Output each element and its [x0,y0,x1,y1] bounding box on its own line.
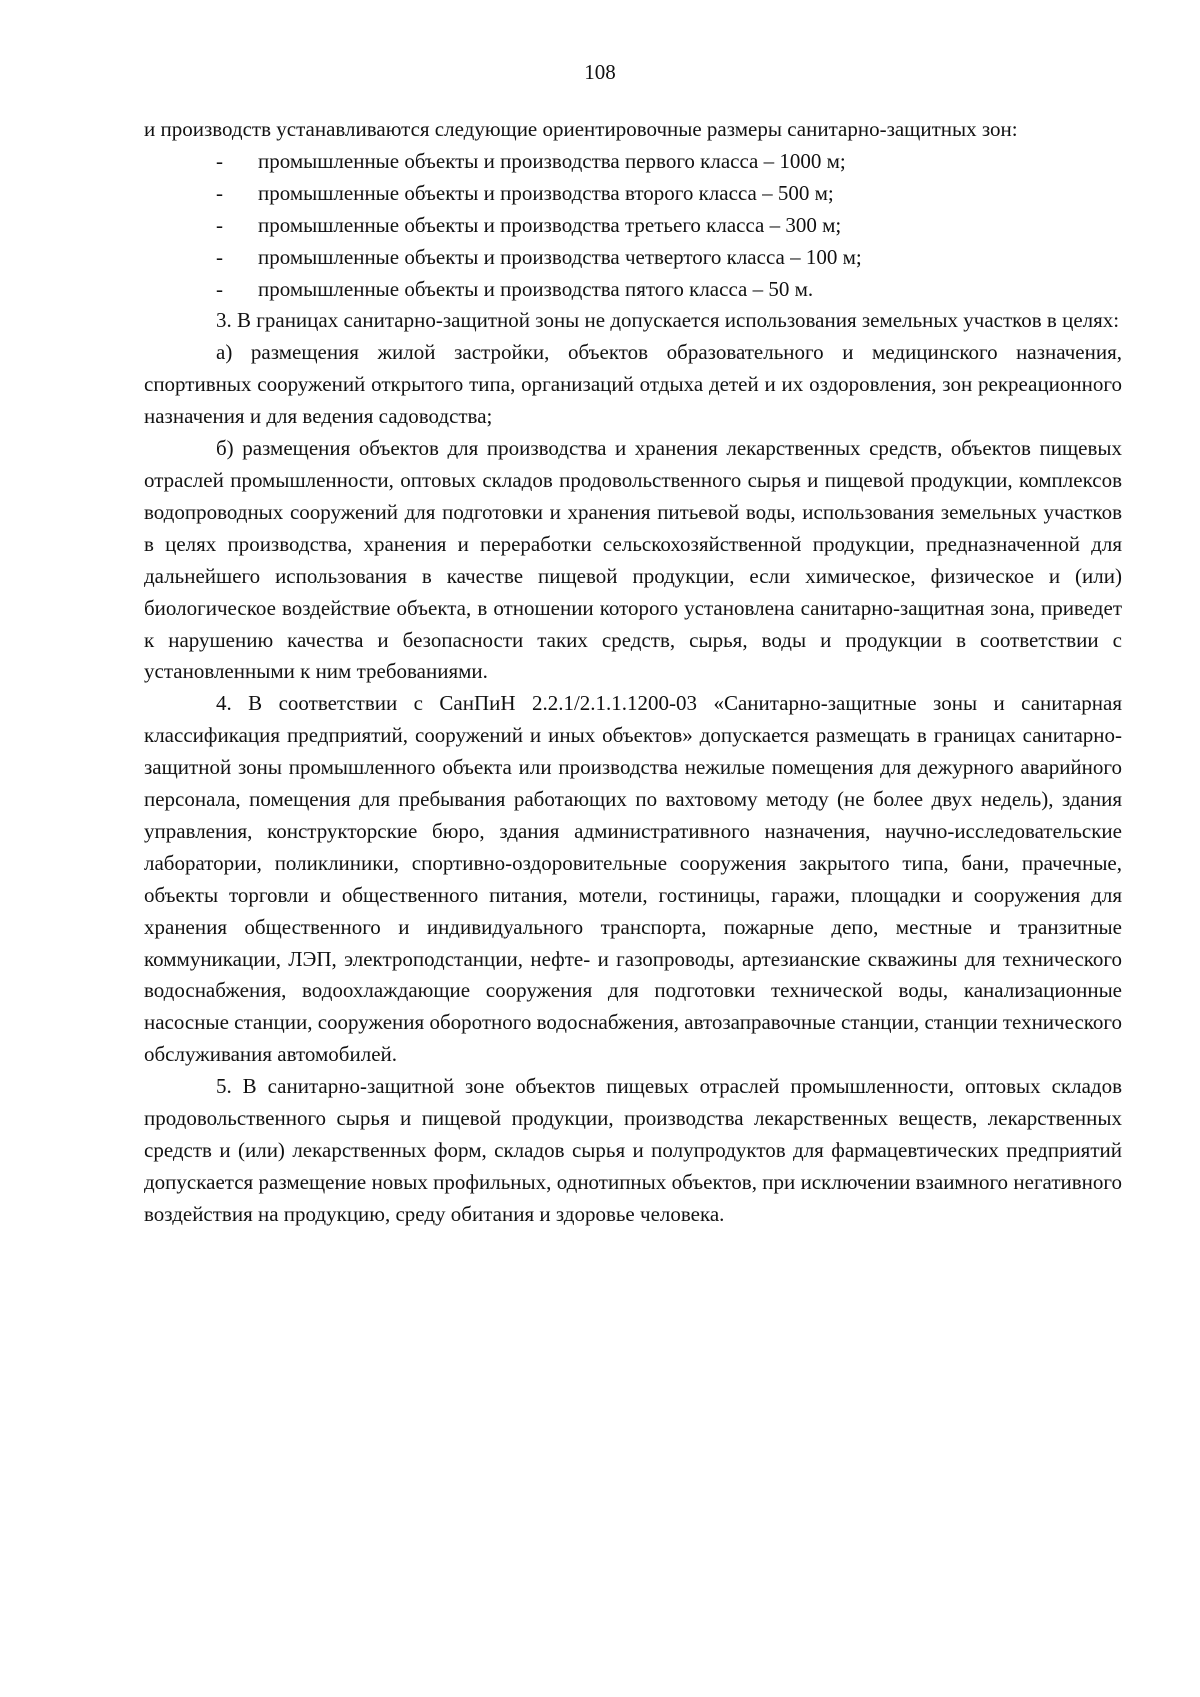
list-dash: - [216,212,223,237]
paragraph-4: 4. В соответствии с СанПиН 2.2.1/2.1.1.1200-03 «Санитарно-защитные зоны и санитарная классификация предприятий, сооружений и иных объектов» допускается размещать в границах санитарно-защитной зоны промышленного объекта или производства нежилые помещения для дежурного аварийного персонала, помещения для пребывания работающих по вахтовому методу (не более двух недель), здания управления, конструкторские бюро, здания административного назначения, научно-исследовательские лаборатории, поликлиники, спортивно-оздоровительные сооружения закрытого типа, бани, прачечные, объекты торговли и общественного питания, мотели, гостиницы, гаражи, площадки и сооружения для хранения общественного и индивидуального транспорта, пожарные депо, местные и транзитные коммуникации, ЛЭП, электроподстанции, нефте- и газопроводы, артезианские скважины для технического водоснабжения, водоохлаждающие сооружения для подготовки технической воды, канализационные насосные станции, сооружения оборотного водоснабжения, автозаправочные станции, станции технического обслуживания автомобилей. [144,691,1122,1067]
page-number: 108 [584,60,616,84]
paragraph-3: 3. В границах санитарно-защитной зоны не допускается использования земельных участков в целях: [216,308,1120,333]
list-dash: - [216,244,223,269]
zone-size-text: промышленные объекты и производства пятого класса – 50 м. [258,276,814,301]
zone-size-text: промышленные объекты и производства третьего класса – 300 м; [258,212,842,237]
zone-size-item [144,146,1122,178]
zone-size-item [144,274,1122,306]
paragraph-5: 5. В санитарно-защитной зоне объектов пищевых отраслей промышленности, оптовых складов продовольственного сырья и пищевой продукции, производства лекарственных веществ, лекарственных средств и (или) лекарственных форм, складов сырья и полупродуктов для фармацевтических предприятий допускается размещение новых профильных, однотипных объектов, при исключении взаимного негативного воздействия на продукцию, среду обитания и здоровье человека. [144,1074,1122,1226]
zone-size-item [144,178,1122,210]
list-dash: - [216,148,223,173]
zone-size-item [144,210,1122,242]
zone-size-text: промышленные объекты и производства первого класса – 1000 м; [258,148,846,173]
list-dash: - [216,180,223,205]
document-body [144,114,1122,1231]
zone-size-text: промышленные объекты и производства второго класса – 500 м; [258,180,834,205]
paragraph-3a: а) размещения жилой застройки, объектов образовательного и медицинского назначения, спортивных сооружений открытого типа, организаций отдыха детей и их оздоровления, зон рекреационного назначения и для ведения садоводства; [144,340,1122,429]
zone-size-item [144,242,1122,274]
zone-size-text: промышленные объекты и производства четвертого класса – 100 м; [258,244,862,269]
list-dash: - [216,276,223,301]
paragraph-3b: б) размещения объектов для производства и хранения лекарственных средств, объектов пищевых отраслей промышленности, оптовых складов продовольственного сырья и пищевой продукции, комплексов водопроводных сооружений для подготовки и хранения питьевой воды, использования земельных участков в целях производства, хранения и переработки сельскохозяйственной продукции, предназначенной для дальнейшего использования в качестве пищевой продукции, если химическое, физическое и (или) биологическое воздействие объекта, в отношении которого установлена санитарно-защитная зона, приведет к нарушению качества и безопасности таких средств, сырья, воды и продукции в соответствии с установленными к ним требованиями. [144,436,1122,684]
intro-paragraph: и производств устанавливаются следующие ориентировочные размеры санитарно-защитных зон: [144,117,1018,141]
zone-size-list [144,146,1122,306]
